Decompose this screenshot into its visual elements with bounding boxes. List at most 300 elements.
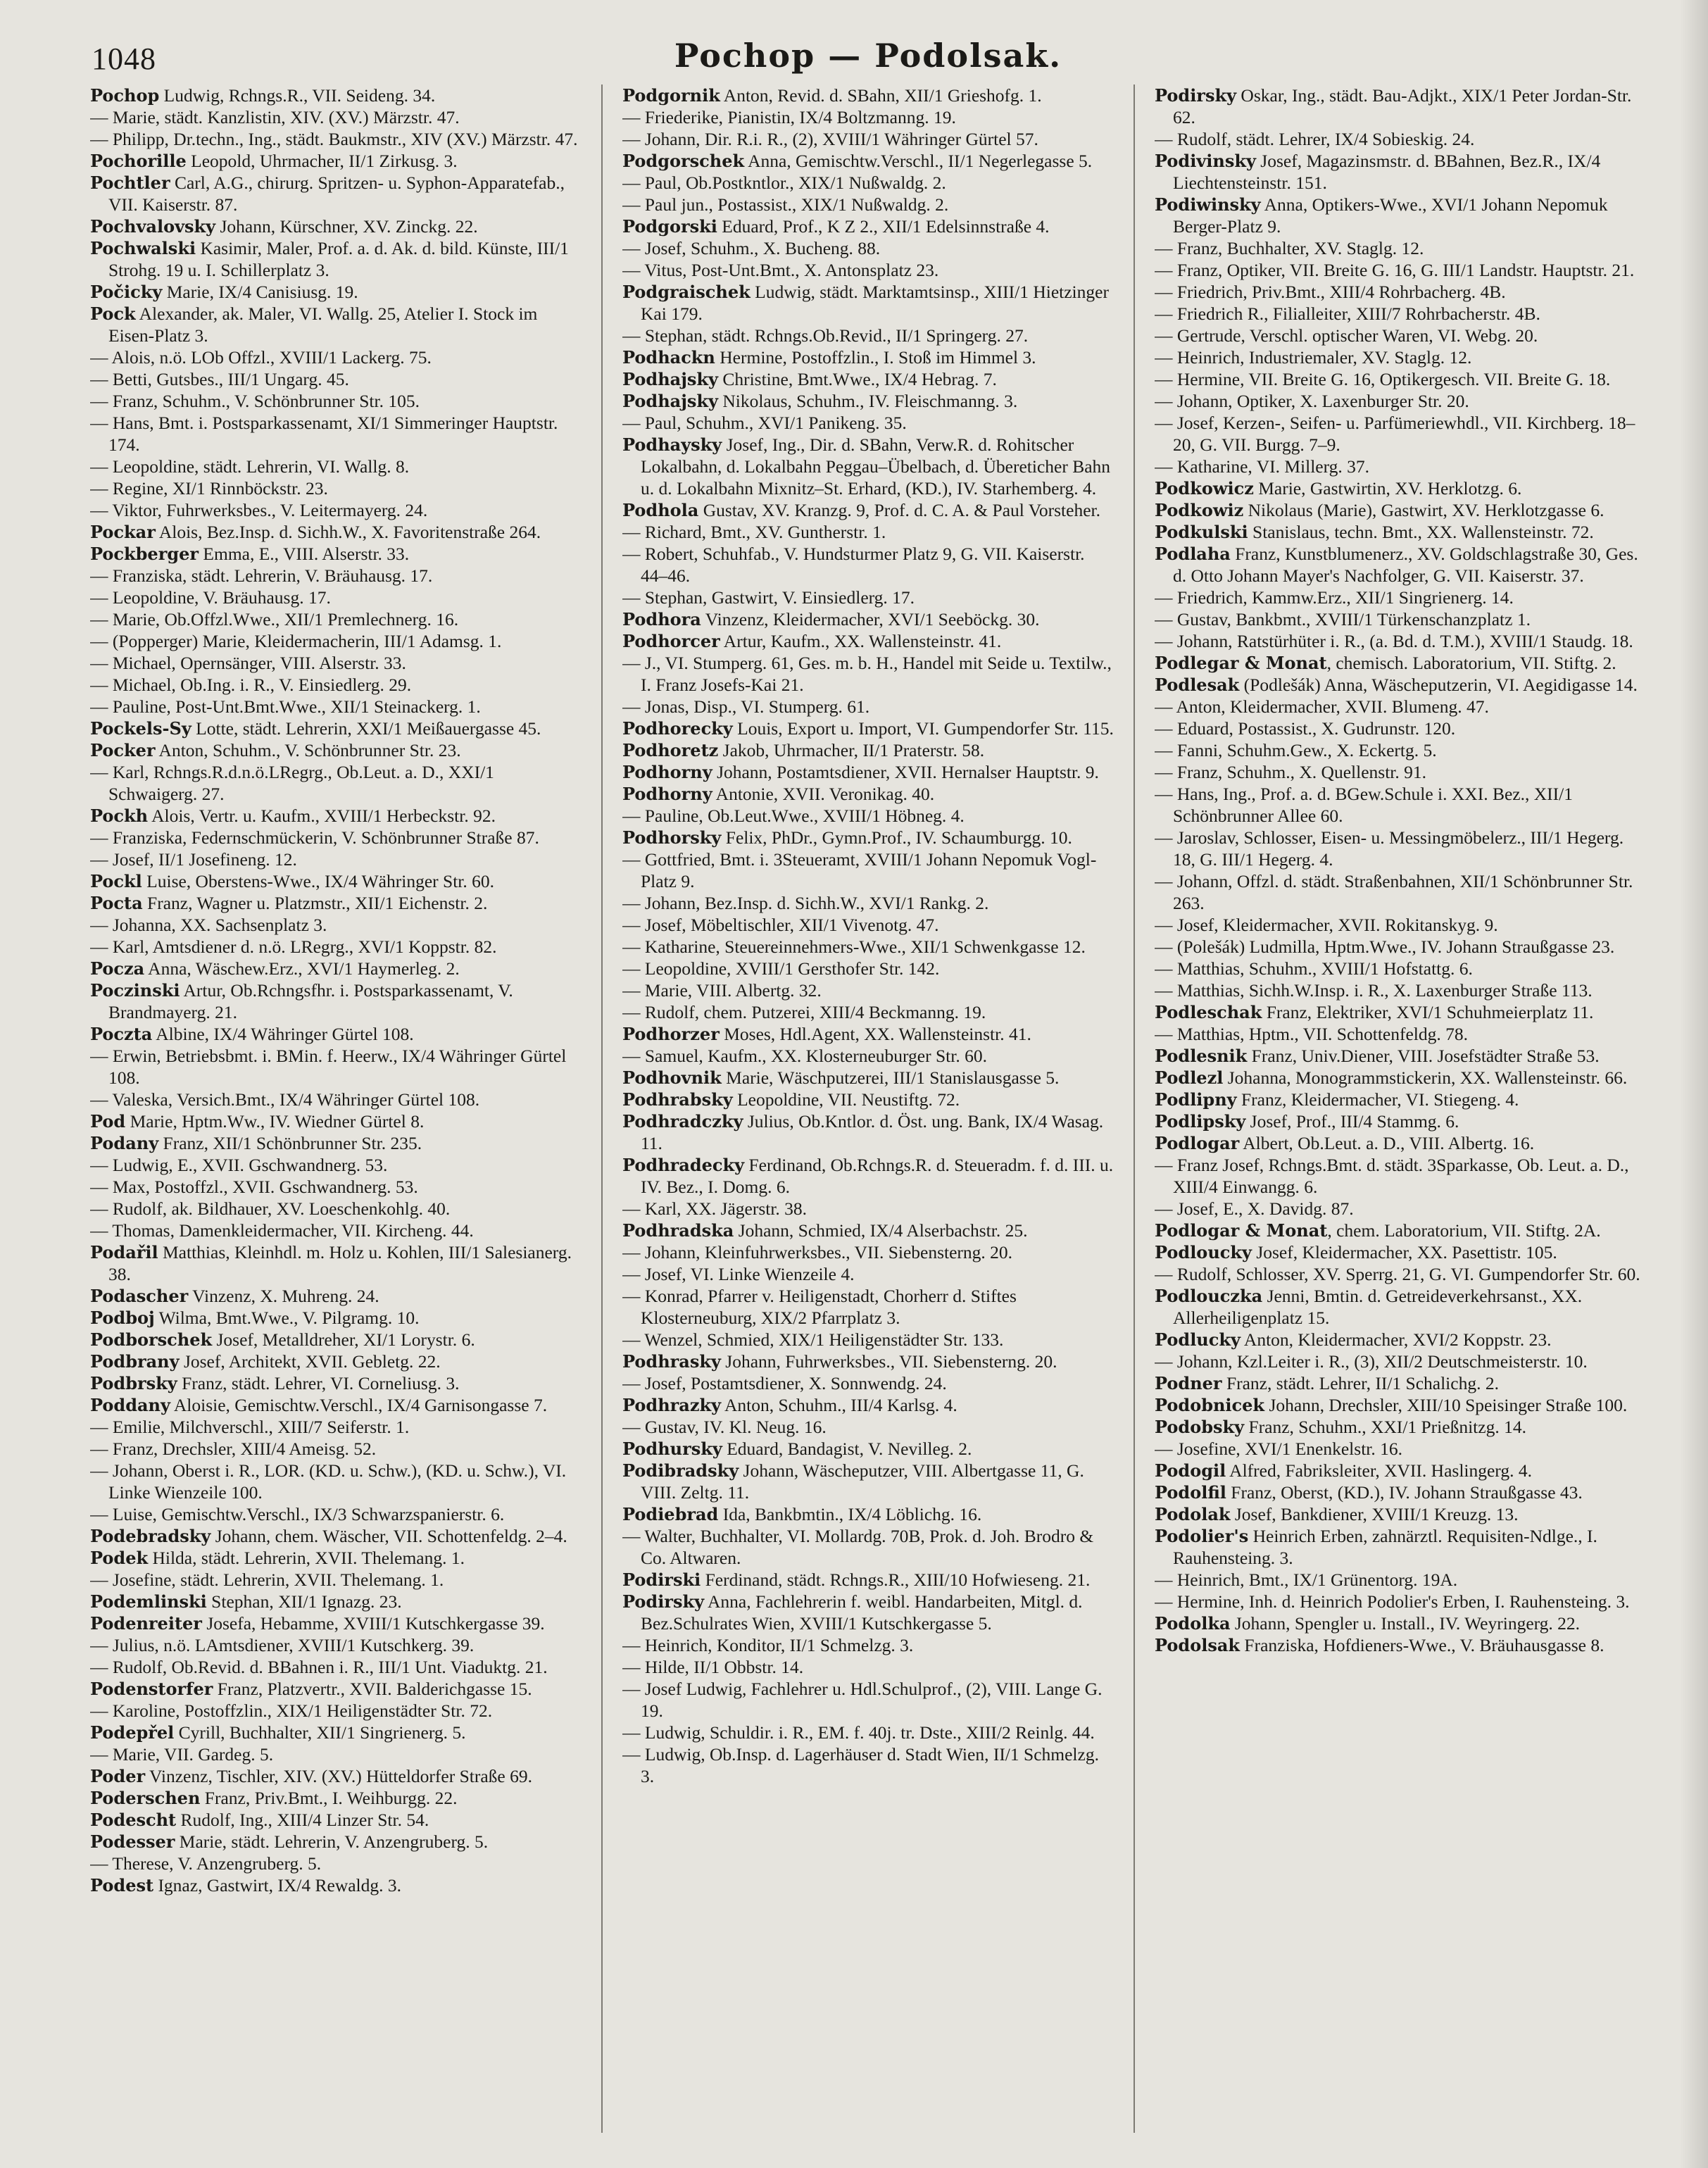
entry-details: Josef, Metalldreher, XI/1 Lorystr. 6. [212,1329,475,1350]
entry-details: — Regine, XI/1 Rinnböckstr. 23. [90,478,328,499]
entry-details: Josef, Architekt, XVII. Gebletg. 22. [179,1351,441,1372]
entry-surname: Podhorcer [622,631,720,651]
entry-surname: Podhorny [622,784,712,804]
directory-entry [622,1067,1114,1089]
entry-details: Emma, E., VIII. Alserstr. 33. [199,544,410,564]
entry-surname: Podesser [90,1831,175,1852]
entry-details: Franziska, Hofdieners-Wwe., V. Bräuhausgasse 8. [1240,1635,1605,1655]
entry-details: Stephan, XII/1 Ignazg. 23. [206,1591,402,1612]
entry-details: Vinzenz, Kleidermacher, XVI/1 Seeböckg. 30. [701,609,1040,629]
directory-entry [90,1874,582,1896]
entry-details: — Alois, n.ö. LOb Offzl., XVIII/1 Lackerg. 75. [90,347,432,368]
page-header [92,37,1645,82]
entry-details: Hermine, Postoffzlin., I. Stoß im Himmel 3. [715,347,1036,368]
entry-surname: Podlesnik [1155,1046,1248,1066]
column-right [1155,84,1646,2133]
entry-details: Gustav, XV. Kranzg. 9, Prof. d. C. A. & Paul Vorsteher. [698,500,1100,520]
entry-surname: Poddany [90,1395,170,1415]
directory-entry [90,1176,582,1198]
directory-entry [90,630,582,652]
directory-entry [1155,652,1646,674]
entry-surname: Podhora [622,609,701,629]
directory-entry [90,761,582,805]
entry-details: Albine, IX/4 Währinger Gürtel 108. [152,1024,414,1044]
entry-details: — Richard, Bmt., XV. Guntherstr. 1. [622,522,886,542]
directory-entry [622,1678,1114,1722]
entry-surname: Pochop [90,85,160,106]
entry-details: Franz, Platzvertr., XVII. Balderichgasse 15. [213,1679,532,1699]
entry-surname: Pod [90,1111,126,1132]
entry-surname: Podhovnik [622,1067,722,1088]
entry-surname: Pock [90,303,136,324]
directory-entry [1155,325,1646,346]
entry-details: — Johann, Kleinfuhrwerksbes., VII. Siebensterng. 20. [622,1242,1013,1262]
entry-details: — Rudolf, Ob.Revid. d. BBahnen i. R., III/1 Unt. Viaduktg. 21. [90,1657,548,1677]
entry-surname: Podolsak [1155,1635,1241,1655]
entry-details: — Karl, XX. Jägerstr. 38. [622,1198,808,1219]
entry-surname: Pockels-Sy [90,718,191,739]
entry-details: Johann, Wäscheputzer, VIII. Albertgasse 11, G. VIII. Zeltg. 11. [641,1460,1084,1503]
directory-entry [90,892,582,914]
entry-details: Aloisie, Gemischtw.Verschl., IX/4 Garnisongasse 7. [170,1395,548,1415]
entry-details: Johann, Spengler u. Install., IV. Weyringerg. 22. [1230,1613,1581,1634]
entry-details: Ida, Bankbmtin., IX/4 Löblichg. 16. [718,1504,982,1524]
directory-entry [90,84,582,106]
entry-details: — Jonas, Disp., VI. Stumperg. 61. [622,696,870,717]
directory-entry [622,390,1114,412]
entry-details: — Philipp, Dr.techn., Ing., städt. Baukmstr., XIV (XV.) Märzstr. 47. [90,129,578,149]
entry-details: — Franz, Buchhalter, XV. Staglg. 12. [1155,238,1424,258]
entry-details: Eduard, Prof., K Z 2., XII/1 Edelsinnstraße 4. [717,216,1050,237]
entry-surname: Podlipsky [1155,1111,1246,1132]
entry-details: Franz, Oberst, (KD.), IV. Johann Straußgasse 43. [1226,1482,1583,1503]
directory-entry [90,1198,582,1220]
entry-surname: Podlouczka [1155,1286,1263,1306]
entry-details: Franz, XII/1 Schönbrunner Str. 235. [158,1133,422,1153]
directory-entry [1155,827,1646,870]
entry-details: — Rudolf, städt. Lehrer, IX/4 Sobieskig. 24. [1155,129,1475,149]
entry-surname: Podner [1155,1373,1222,1393]
entry-details: — Hermine, VII. Breite G. 16, Optikergesch. VII. Breite G. 18. [1155,369,1611,389]
entry-details: Julius, Ob.Kntlor. d. Öst. ung. Bank, IX/4 Wasag. 11. [641,1111,1104,1153]
directory-entry [90,1569,582,1591]
directory-entry [90,827,582,848]
directory-entry [1155,958,1646,979]
directory-entry [90,696,582,718]
directory-entry [90,1416,582,1438]
directory-entry [622,1460,1114,1503]
directory-entry [90,412,582,456]
entry-details: — Eduard, Postassist., X. Gudrunstr. 120. [1155,718,1456,739]
entry-details: — Franz, Schuhm., V. Schönbrunner Str. 105. [90,391,420,411]
directory-entry [90,1503,582,1525]
directory-entry [1155,194,1646,237]
entry-details: — Gertrude, Verschl. optischer Waren, VI. Webg. 20. [1155,325,1538,346]
directory-entry [90,456,582,477]
entry-details: — Josef Ludwig, Fachlehrer u. Hdl.Schulprof., (2), VIII. Lange G. 19. [622,1679,1103,1721]
entry-details: Josefa, Hebamme, XVIII/1 Kutschkergasse 39. [201,1613,545,1634]
entry-surname: Podhorny [622,762,712,782]
entry-details: Alois, Bez.Insp. d. Sichh.W., X. Favoritenstraße 264. [155,522,541,542]
entry-details: — Friederike, Pianistin, IX/4 Boltzmanng. 19. [622,107,956,127]
directory-entry [90,870,582,892]
entry-surname: Podenreiter [90,1613,202,1634]
entry-details: — Ludwig, Ob.Insp. d. Lagerhäuser d. Stadt Wien, II/1 Schmelzg. 3. [622,1744,1099,1786]
entry-details: Kasimir, Maler, Prof. a. d. Ak. d. bild. Künste, III/1 Strohg. 19 u. I. Schillerplatz 3. [108,238,569,280]
entry-details: Vinzenz, X. Muhreng. 24. [188,1286,379,1306]
directory-entry [1155,412,1646,456]
directory-entry [622,521,1114,543]
entry-details: — Heinrich, Industriemaler, XV. Staglg. 12. [1155,347,1472,368]
entry-details: — Betti, Gutsbes., III/1 Ungarg. 45. [90,369,349,389]
entry-details: (Podlešák) Anna, Wäscheputzerin, VI. Aegidigasse 14. [1239,675,1638,695]
directory-entry [90,848,582,870]
entry-details: — Franziska, städt. Lehrerin, V. Bräuhausg. 17. [90,565,433,586]
directory-entry [90,1329,582,1351]
entry-surname: Podhola [622,500,699,520]
entry-details: Ferdinand, Ob.Rchngs.R. d. Steueradm. f. d. III. u. IV. Bez., I. Domg. 6. [641,1155,1114,1197]
directory-entry [622,150,1114,172]
directory-entry [622,1394,1114,1416]
entry-surname: Podlesak [1155,675,1240,695]
entry-details: Matthias, Kleinhdl. m. Holz u. Kohlen, III/1 Salesianerg. 38. [108,1242,572,1284]
entry-surname: Podlegar & Monat [1155,653,1327,673]
directory-entry [622,958,1114,979]
entry-surname: Poder [90,1766,146,1786]
entry-surname: Podlucky [1155,1329,1241,1350]
directory-entry [90,499,582,521]
entry-details: Marie, Wäschputzerei, III/1 Stanislausgasse 5. [721,1067,1060,1088]
entry-details: — Therese, V. Anzengruberg. 5. [90,1853,322,1874]
entry-details: — Hans, Bmt. i. Postsparkassenamt, XI/1 Simmeringer Hauptstr. 174. [90,413,558,455]
directory-entry [1155,979,1646,1001]
running-head: Pochop — Podolsak. [674,37,1062,75]
entry-surname: Podlipny [1155,1089,1237,1110]
entry-surname: Podest [90,1875,154,1896]
directory-entry [90,587,582,608]
entry-details: Hilda, städt. Lehrerin, XVII. Thelemang. 1. [148,1548,465,1568]
directory-entry [1155,390,1646,412]
entry-surname: Podkowicz [1155,478,1254,499]
entry-surname: Podlezl [1155,1067,1224,1088]
directory-entry [1155,1220,1646,1241]
directory-entry [90,652,582,674]
entry-details: Anna, Gemischtw.Verschl., II/1 Negerlegasse 5. [744,151,1093,171]
directory-entry [1155,521,1646,543]
directory-entry [1155,1372,1646,1394]
directory-entry [622,936,1114,958]
entry-details: — Marie, VIII. Albertg. 32. [622,980,822,1001]
page-edge-shadow [1680,0,1708,2168]
directory-entry [622,1001,1114,1023]
directory-entry [622,499,1114,521]
entry-details: — Marie, Ob.Offzl.Wwe., XII/1 Premlechnerg. 16. [90,609,459,629]
entry-surname: Pocza [90,958,145,979]
directory-entry [90,1656,582,1678]
directory-entry [1155,914,1646,936]
directory-entry [90,979,582,1023]
directory-entry [622,652,1114,696]
entry-surname: Podgraischek [622,282,751,302]
entry-details: Anna, Fachlehrerin f. weibl. Handarbeiten, Mitgl. d. Bez.Schulrates Wien, XVIII/1 Kutschkergasse 5. [641,1591,1083,1634]
entry-details: Marie, Gastwirtin, XV. Herklotzg. 6. [1253,478,1522,499]
column-divider [1134,84,1135,2133]
entry-surname: Podepřel [90,1722,175,1743]
directory-entry [90,172,582,215]
directory-entry [1155,696,1646,718]
directory-entry [1155,1001,1646,1023]
directory-entry [1155,1329,1646,1351]
entry-surname: Podlogar [1155,1133,1240,1153]
entry-surname: Podirsky [622,1591,705,1612]
directory-entry [622,1525,1114,1569]
directory-entry [1155,1154,1646,1198]
entry-surname: Počicky [90,282,163,302]
entry-surname: Poczinski [90,980,180,1001]
directory-entry [622,172,1114,194]
entry-details: Moses, Hdl.Agent, XX. Wallensteinstr. 41. [719,1024,1031,1044]
directory-entry [1155,1067,1646,1089]
entry-surname: Podleschak [1155,1002,1262,1022]
directory-entry [1155,1612,1646,1634]
entry-surname: Podlaha [1155,544,1231,564]
directory-entry [1155,303,1646,325]
directory-entry [622,281,1114,325]
directory-entry [622,1110,1114,1154]
entry-surname: Podhorsky [622,827,722,848]
directory-entry [1155,1591,1646,1612]
entry-details: Alexander, ak. Maler, VI. Wallg. 25, Atelier I. Stock im Eisen-Platz 3. [108,303,538,346]
entry-details: Ludwig, Rchngs.R., VII. Seideng. 34. [159,85,436,106]
entry-details: — Pauline, Post-Unt.Bmt.Wwe., XII/1 Steinackerg. 1. [90,696,481,717]
entry-details: — Marie, VII. Gardeg. 5. [90,1744,274,1765]
directory-entry [622,434,1114,499]
entry-details: Ludwig, städt. Marktamtsinsp., XIII/1 Hietzinger Kai 179. [641,282,1109,324]
entry-details: — Leopoldine, V. Bräuhausg. 17. [90,587,331,608]
entry-details: Alois, Vertr. u. Kaufm., XVIII/1 Herbeckstr. 92. [148,806,496,826]
directory-entry [90,1743,582,1765]
directory-entry [622,739,1114,761]
entry-details: Louis, Export u. Import, VI. Gumpendorfer Str. 115. [732,718,1114,739]
entry-details: — Vitus, Post-Unt.Bmt., X. Antonsplatz 23. [622,260,939,280]
directory-entry [1155,1416,1646,1438]
directory-entry [622,1154,1114,1198]
entry-surname: Podhackn [622,347,715,368]
directory-entry [622,194,1114,215]
entry-details: — Friedrich, Kammw.Erz., XII/1 Singrienerg. 14. [1155,587,1514,608]
directory-entry [622,1045,1114,1067]
entry-details: Artur, Kaufm., XX. Wallensteinstr. 41. [720,631,1002,651]
directory-entry [90,1831,582,1853]
entry-details: Christine, Bmt.Wwe., IX/4 Hebrag. 7. [717,369,997,389]
directory-entry [90,368,582,390]
entry-surname: Pocta [90,893,143,913]
entry-surname: Podemlinski [90,1591,207,1612]
entry-details: Antonie, XVII. Veronikag. 40. [712,784,935,804]
entry-details: Albert, Ob.Leut. a. D., VIII. Albertg. 16. [1239,1133,1535,1153]
directory-entry [1155,281,1646,303]
directory-entry [622,1351,1114,1372]
directory-entry [90,543,582,565]
entry-details: Jakob, Uhrmacher, II/1 Praterstr. 58. [718,740,985,760]
entry-details: — Michael, Ob.Ing. i. R., V. Einsiedlerg. 29. [90,675,412,695]
directory-entry [622,630,1114,652]
directory-entry [90,1438,582,1460]
entry-details: Wilma, Bmt.Wwe., V. Pilgramg. 10. [154,1308,420,1328]
directory-entry [1155,1263,1646,1285]
directory-entry [90,1285,582,1307]
entry-details: Franz, Wagner u. Platzmstr., XII/1 Eichenstr. 2. [142,893,488,913]
directory-entry [1155,1481,1646,1503]
entry-details: Marie, IX/4 Canisiusg. 19. [162,282,358,302]
directory-entry [1155,150,1646,194]
directory-entry [1155,1132,1646,1154]
entry-details: — Paul, Ob.Postkntlor., XIX/1 Nußwaldg. 2. [622,173,946,193]
directory-entry [90,1241,582,1285]
entry-details: Franz, Priv.Bmt., I. Weihburgg. 22. [200,1788,458,1808]
entry-surname: Podařil [90,1242,158,1262]
entry-surname: Podbrsky [90,1373,177,1393]
directory-entry [622,1656,1114,1678]
entry-surname: Podhajsky [622,391,718,411]
entry-details: Franz, Schuhm., XXI/1 Prießnitzg. 14. [1244,1417,1526,1437]
entry-surname: Podirski [622,1569,701,1590]
directory-entry [622,215,1114,237]
entry-details: — Josefine, XVI/1 Enenkelstr. 16. [1155,1439,1402,1459]
entry-surname: Podascher [90,1286,189,1306]
entry-details: — Marie, städt. Kanzlistin, XIV. (XV.) Märzstr. 47. [90,107,460,127]
directory-entry [1155,1110,1646,1132]
entry-surname: Podhrasky [622,1351,721,1372]
entry-details: — Johann, Bez.Insp. d. Sichh.W., XVI/1 Rankg. 2. [622,893,989,913]
entry-details: — Hermine, Inh. d. Heinrich Podolier's Erben, I. Rauhensteing. 3. [1155,1591,1630,1612]
entry-surname: Poderschen [90,1788,201,1808]
entry-surname: Pockar [90,522,156,542]
directory-entry [1155,718,1646,739]
entry-details: — Johann, Optiker, X. Laxenburger Str. 20. [1155,391,1469,411]
entry-details: — Stephan, Gastwirt, V. Einsiedlerg. 17. [622,587,915,608]
entry-surname: Podhrabsky [622,1089,733,1110]
directory-entry [622,412,1114,434]
entry-details: — Johann, Oberst i. R., LOR. (KD. u. Schw.), (KD. u. Schw.), VI. Linke Wienzeile 100. [90,1460,567,1503]
directory-entry [90,1547,582,1569]
directory-entry [90,281,582,303]
entry-surname: Podgorski [622,216,717,237]
entry-details: — Paul, Schuhm., XVI/1 Panikeng. 35. [622,413,907,433]
entry-details: — Johann, Ratstürhüter i. R., (a. Bd. d. T.M.), XVIII/1 Staudg. 18. [1155,631,1633,651]
entry-details: — Max, Postoffzl., XVII. Gschwandnerg. 53. [90,1177,418,1197]
directory-entry [90,1678,582,1700]
entry-surname: Podiebrad [622,1504,719,1524]
entry-details: — Johann, Kzl.Leiter i. R., (3), XII/2 Deutschmeisterstr. 10. [1155,1351,1588,1372]
entry-surname: Podescht [90,1810,177,1830]
entry-details: Josef, Prof., III/4 Stammg. 6. [1245,1111,1459,1132]
entry-surname: Podogil [1155,1460,1226,1481]
directory-entry [622,1438,1114,1460]
directory-entry [1155,1569,1646,1591]
directory-entry [90,521,582,543]
directory-entry [1155,587,1646,608]
entry-details: Leopold, Uhrmacher, II/1 Zirkusg. 3. [186,151,458,171]
directory-entry [90,958,582,979]
entry-surname: Podhradska [622,1220,734,1241]
directory-entry [1155,761,1646,783]
directory-entry [90,1460,582,1503]
directory-entry [90,1110,582,1132]
entry-details: — Karl, Amtsdiener d. n.ö. LRegrg., XVI/1 Koppstr. 82. [90,936,497,957]
entry-details: — Leopoldine, XVIII/1 Gersthofer Str. 142. [622,958,940,979]
entry-details: — Jaroslav, Schlosser, Eisen- u. Messingmöbelerz., III/1 Hegerg. 18, G. III/1 Hegerg. 4. [1155,827,1624,870]
entry-details: — Ludwig, E., XVII. Gschwandnerg. 53. [90,1155,388,1175]
entry-details: — Rudolf, Schlosser, XV. Sperrg. 21, G. VI. Gumpendorfer Str. 60. [1155,1264,1640,1284]
entry-surname: Podolka [1155,1613,1231,1634]
directory-entry [1155,128,1646,150]
directory-entry [1155,1285,1646,1329]
directory-entry [622,106,1114,128]
directory-entry [90,1525,582,1547]
entry-details: Vinzenz, Tischler, XIV. (XV.) Hütteldorfer Straße 69. [145,1766,532,1786]
directory-entry [1155,1198,1646,1220]
directory-entry [90,346,582,368]
directory-entry [90,106,582,128]
entry-details: — Wenzel, Schmied, XIX/1 Heiligenstädter Str. 133. [622,1329,1004,1350]
column-middle [622,84,1114,2133]
entry-details: Franz, städt. Lehrer, II/1 Schalichg. 2. [1222,1373,1499,1393]
entry-surname: Podhorzer [622,1024,720,1044]
entry-surname: Podibradsky [622,1460,739,1481]
entry-surname: Podobnicek [1155,1395,1265,1415]
directory-entry [622,1220,1114,1241]
entry-details: — Gustav, Bankbmt., XVIII/1 Türkenschanzplatz 1. [1155,609,1531,629]
entry-surname: Podek [90,1548,149,1568]
entry-details: Franz, Univ.Diener, VIII. Josefstädter Straße 53. [1247,1046,1600,1066]
entry-details: — Josef, Postamtsdiener, X. Sonnwendg. 24. [622,1373,947,1393]
entry-details: — Anton, Kleidermacher, XVII. Blumeng. 47. [1155,696,1489,717]
entry-details: — Robert, Schuhfab., V. Hundsturmer Platz 9, G. VII. Kaiserstr. 44–46. [622,544,1085,586]
entry-details: — Matthias, Hptm., VII. Schottenfeldg. 78. [1155,1024,1469,1044]
directory-entry [1155,499,1646,521]
directory-entry [622,979,1114,1001]
entry-surname: Podivinsky [1155,151,1256,171]
entry-details: Franz, Kleidermacher, VI. Stiegeng. 4. [1236,1089,1519,1110]
entry-surname: Podhaysky [622,434,722,455]
directory-entry [1155,630,1646,652]
entry-surname: Pochtler [90,173,170,193]
directory-entry [90,1853,582,1874]
directory-entry [1155,237,1646,259]
entry-details: — Pauline, Ob.Leut.Wwe., XVIII/1 Höbneg. 4. [622,806,965,826]
entry-surname: Podolfil [1155,1482,1226,1503]
entry-details: Leopoldine, VII. Neustiftg. 72. [732,1089,960,1110]
directory-entry [1155,84,1646,128]
entry-details: — Franz Josef, Rchngs.Bmt. d. städt. 3Sparkasse, Ob. Leut. a. D., XIII/4 Einwangg. 6. [1155,1155,1629,1197]
directory-entry [1155,1503,1646,1525]
entry-surname: Podirsky [1155,85,1237,106]
directory-entry [90,674,582,696]
entry-details: — Josef, E., X. Davidg. 87. [1155,1198,1354,1219]
directory-entry [90,1394,582,1416]
entry-details: Nikolaus, Schuhm., IV. Fleischmanng. 3. [717,391,1018,411]
directory-entry [622,368,1114,390]
directory-entry [90,150,582,172]
entry-details: — Franz, Schuhm., X. Quellenstr. 91. [1155,762,1426,782]
entry-details: Franz, städt. Lehrer, VI. Corneliusg. 3. [177,1373,460,1393]
entry-details: — Josef, Kerzen-, Seifen- u. Parfümeriewhdl., VII. Kirchberg. 18–20, G. VII. Burgg. 7–9. [1155,413,1635,455]
entry-details: — Katharine, VI. Millerg. 37. [1155,456,1370,477]
entry-surname: Podgornik [622,85,720,106]
directory-entry [622,1722,1114,1743]
column-divider [601,84,603,2133]
